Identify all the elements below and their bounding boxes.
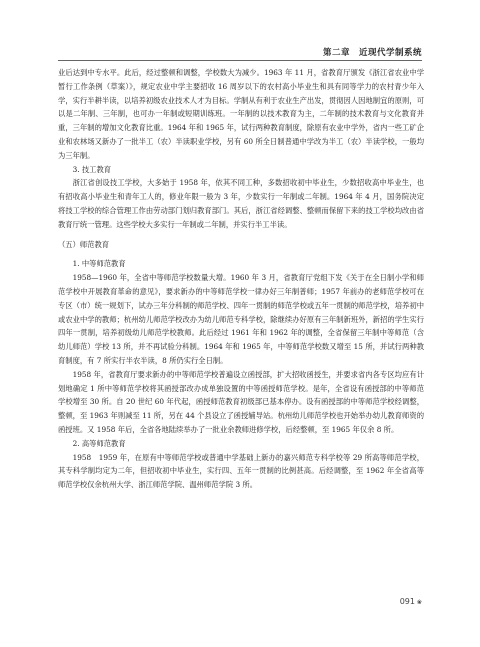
heading-teacher-education: （五）师范教育 — [58, 239, 110, 249]
running-header: 第二章 近现代学制系统 — [322, 48, 422, 58]
paragraph-correspondence-departments: 1958 年，省教育厅要求新办的中等师范学校普遍设立函授部，扩大招收函授生，并要求省内各专区均应有计划地确定 1 所中等师范学校将其函授部改办成单独设置的中等函授师范学校。是年，全省设有函授部的中等师范学校增至 30 所。自 20 世纪 60 年代起，函授师范教育初级部已基本停办。设有函授部的中等师范学校经调整，整顿，至 1963 年则减至 11 所，另在 44 个县设立了函授辅导站。杭州幼儿师范学校也开始举办幼儿教育师资的函授班。又 1958 年后，全省各地陆续举办了一批业余教师进修学校，后经整顿，至 1965 年仅余 8 所。 — [58, 369, 424, 434]
paragraph-agri-middle-school: 业后达到中专水平。此后，经过整顿和调整，学校数大为减少。1963 年 11 月，省教育厅颁发《浙江省农业中学暂行工作条例（草案）》，规定农业中学主要招收 16 周岁以下的农村高小毕业生和具有同等学力的农村青少年入学，实行半耕半读，以培养初级农业技术人才为目标。学制从有利于农业生产出发，贯彻因人因地制宜的原则，可以是二年制、三年制，也可办一年制或短期训练班。一年制的以技术教育为主，二年制的技术教育与文化教育并重，三年制的增加文化教育比重。1964 年和 1965 年，试行两种教育制度，除原有农业中学外，省内一些工矿企业和农林场又新办了一批半工（农）半读职业学校，另有 60 所全日制普通中学改为半工（农）半读学校，一般均为三年制。 — [58, 68, 424, 160]
heading-higher-normal: 2. 高等师范教育 — [72, 438, 126, 448]
heading-secondary-normal: 1. 中等师范教育 — [72, 259, 126, 269]
page-number: 091 — [399, 597, 415, 606]
body-text — [58, 66, 424, 492]
paragraph-higher-normal-schools: 1958 1959 年，在原有中等师范学校或普通中学基础上新办的嘉兴师范专科学校等 29 所高等师范学校，其专科学制均定为二年，但招收初中毕业生，实行四、五年一贯制的比例甚高。后经调整，至 1962 年全省高等师范学校仅余杭州大学、浙江师范学院、温州师范学院 3 所。 — [58, 452, 424, 490]
paragraph-secondary-normal-schools: 1958—1960 年，全省中等师范学校数量大增。1960 年 3 月，省教育厅党组下发《关于在全日制小学和师范学校中开展教育革命的意见》，要求新办的中等师范学校一律办好三年制普师；1957 年前办的老师范学校可在专区（市）统一规划下，试办三年分科制的师范学校、四年一贯制的师范学校或五年一贯制的师范学校，培养初中或农业中学的教师；杭州幼儿师范学校改办为幼儿师范专科学校，除继续办好原有三年制新班外，新招的学生实行四年一贯制，培养初级幼儿师范学校教师。此后经过 1961 年和 1962 年的调整，全省保留三年制中等师范（含幼儿师范）学校 13 所，并不再试验分科制。1964 年和 1965 年，中等师范学校数又增至 15 所，并试行两种教育制度，有 7 所实行半农半读，8 所仍实行全日制。 — [58, 273, 424, 365]
header-rule — [58, 60, 422, 61]
flower-ornament-icon: ❀ — [416, 599, 422, 606]
paragraph-technical-schools: 浙江省创设技工学校，大多始于 1958 年，依其不同工种，多数招收初中毕业生，少数招收高中毕业生，也有招收高小毕业生和青年工人的，修业年限一般为 3 年，少数实行一年制或二年制。1964 年 4 月，国务院决定将技工学校的综合管理工作由劳动部门划归教育部门。其后，浙江省经调整、整顿而保留下来的技工学校均改由省教育厅统一管理。这些学校大多实行一年制或二年制，并实行半工半读。 — [58, 178, 424, 229]
page-footer — [400, 597, 422, 606]
heading-technical-education: 3. 技工教育 — [72, 164, 112, 174]
